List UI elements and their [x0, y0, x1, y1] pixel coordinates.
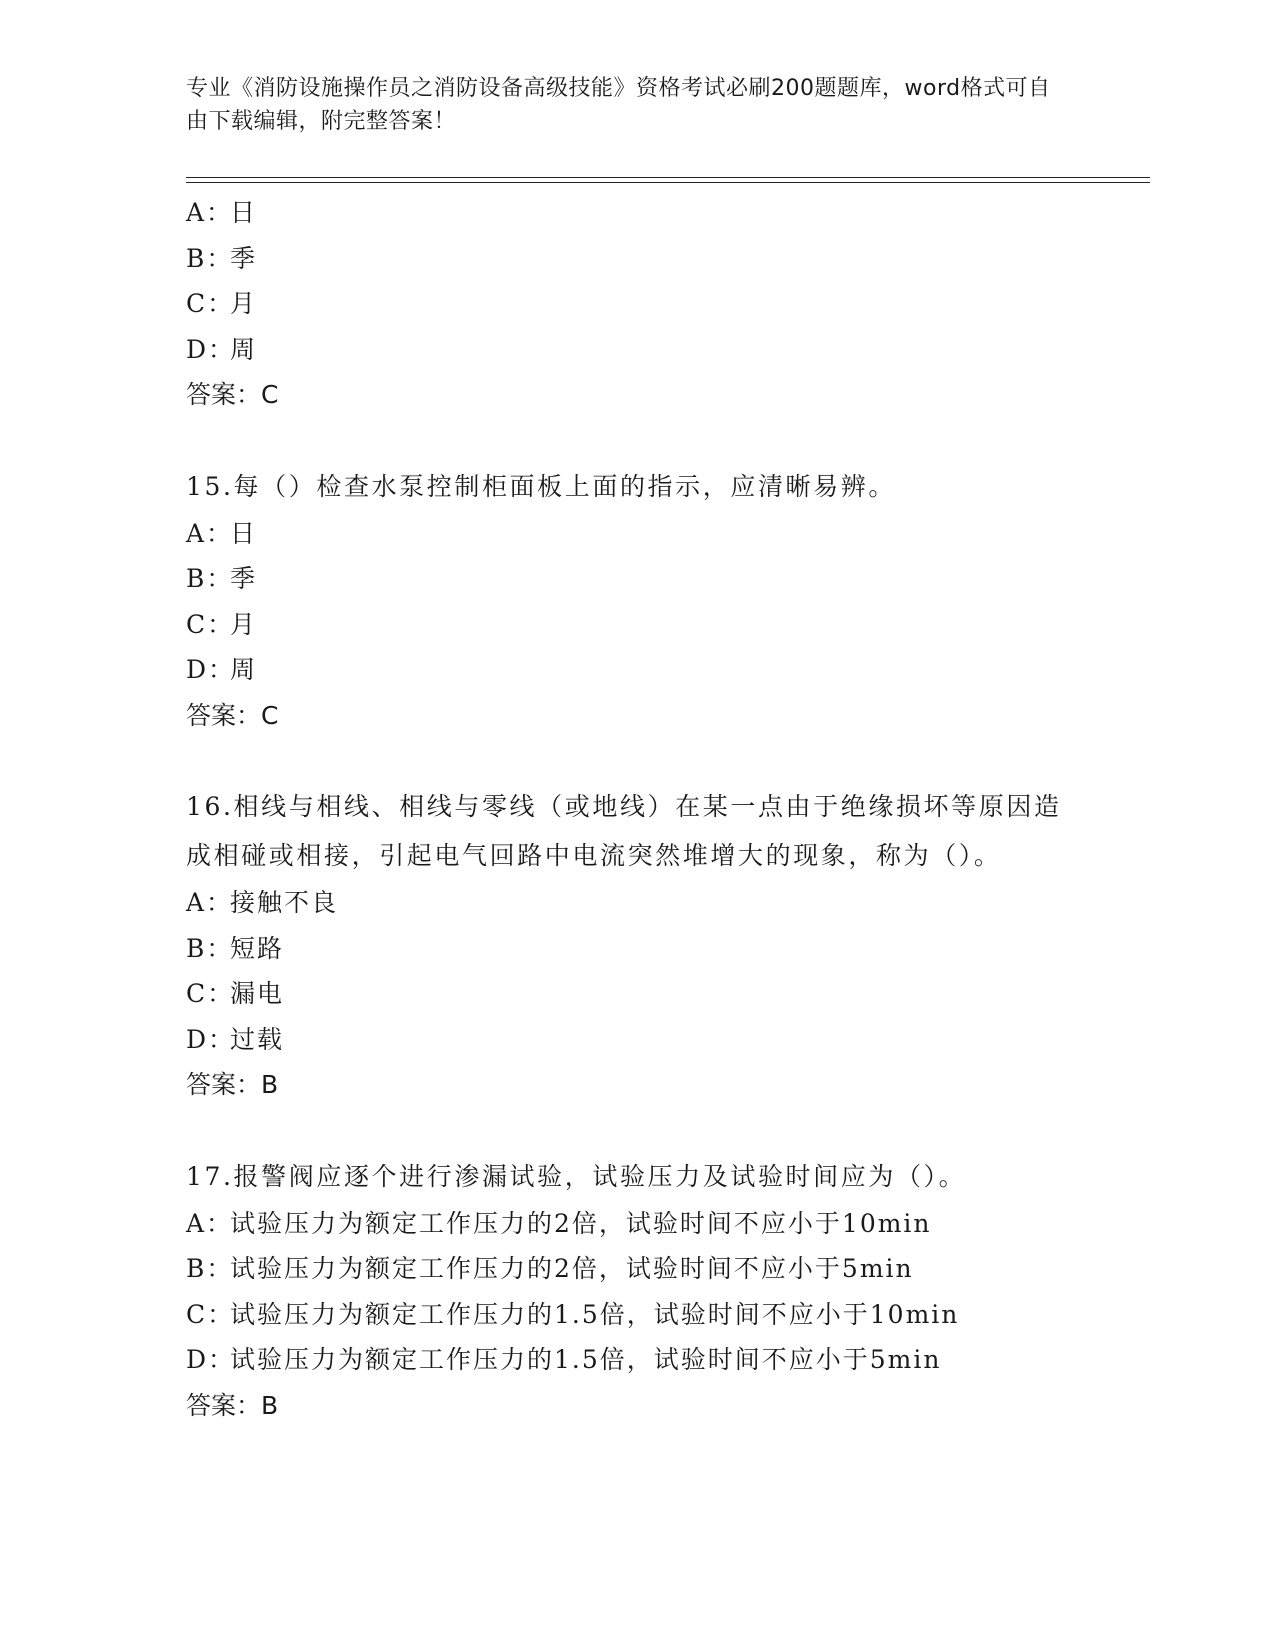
question-stem: 17.报警阀应逐个进行渗漏试验，试验压力及试验时间应为（）。 [186, 1161, 967, 1191]
option-d: D：过载 [186, 1024, 285, 1054]
answer-line: 答案：C [186, 380, 279, 409]
option-a: A：日 [186, 198, 258, 227]
answer-line: 答案：B [186, 1070, 279, 1099]
question-list [186, 190, 1076, 1428]
question-16 [186, 782, 1076, 1108]
question-17 [186, 1152, 1076, 1429]
answer-line: 答案：C [186, 700, 279, 730]
option-b: B：短路 [186, 933, 285, 963]
option-c: C：试验压力为额定工作压力的1.5倍，试验时间不应小于10min [186, 1299, 960, 1329]
option-d: D：周 [186, 655, 258, 684]
option-c: C：月 [186, 289, 258, 318]
option-a: A：试验压力为额定工作压力的2倍，试验时间不应小于10min [186, 1208, 932, 1238]
header-rule-bottom [186, 182, 1150, 183]
header-rule-top [186, 177, 1150, 178]
option-b: B：试验压力为额定工作压力的2倍，试验时间不应小于5min [186, 1254, 914, 1283]
question-stem: 16.相线与相线、相线与零线（或地线）在某一点由于绝缘损坏等原因造成相碰或相接，引起电气回路中电流突然堆增大的现象，称为（）。 [186, 792, 1062, 870]
question-stem: 15.每（）检查水泵控制柜面板上面的指示，应清晰易辨。 [186, 471, 896, 501]
option-b: B：季 [186, 564, 258, 593]
option-c: C：月 [186, 609, 258, 639]
option-b: B：季 [186, 243, 258, 273]
option-a: A：日 [186, 518, 258, 548]
option-a: A：接触不良 [186, 888, 339, 917]
document-header: 专业《消防设施操作员之消防设备高级技能》资格考试必刷200题题库，word格式可自由下载编辑，附完整答案！ [186, 76, 1051, 134]
question-15 [186, 462, 1076, 739]
option-d: D：试验压力为额定工作压力的1.5倍，试验时间不应小于5min [186, 1345, 942, 1374]
question-14-continuation [186, 190, 1076, 418]
option-c: C：漏电 [186, 979, 285, 1008]
option-d: D：周 [186, 334, 258, 364]
answer-line: 答案：B [186, 1390, 279, 1420]
